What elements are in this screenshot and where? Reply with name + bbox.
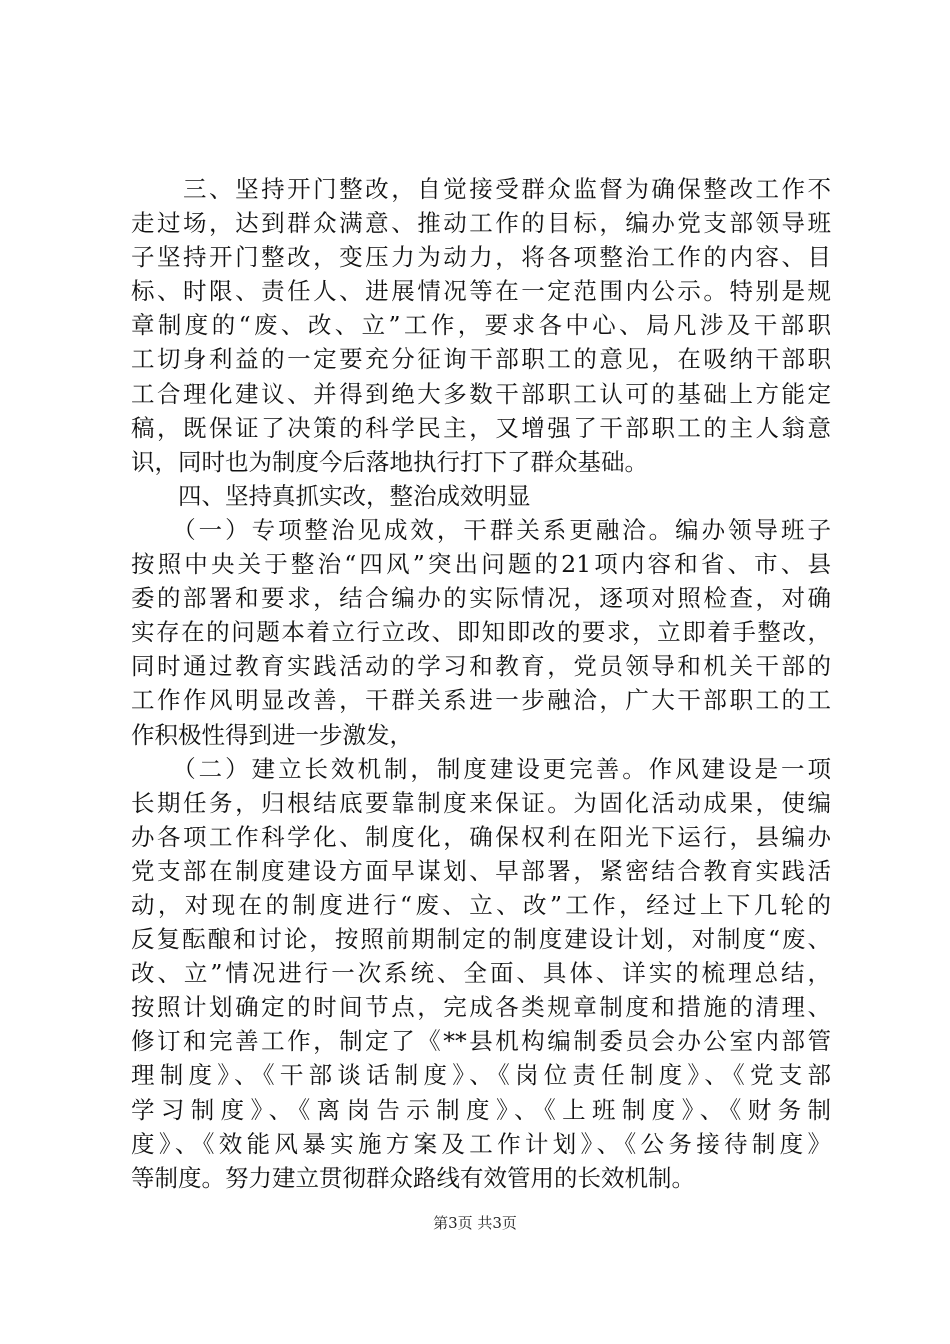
text-line: 作积极性得到进一步激发，: [131, 720, 413, 749]
text-line: 章制度的“废、改、立”工作，要求各中心、局凡涉及干部职: [131, 311, 831, 340]
text-line: 修订和完善工作，制定了《**县机构编制委员会办公室内部管: [131, 1027, 831, 1056]
text-line: 理制度》、《干部谈话制度》、《岗位责任制度》、《党支部: [131, 1061, 831, 1090]
text-line: 三、坚持开门整改，自觉接受群众监督为确保整改工作不: [131, 175, 831, 203]
text-line: 度》、《效能风暴实施方案及工作计划》、《公务接待制度》: [131, 1129, 831, 1158]
text-line: （一）专项整治见成效，干群关系更融洽。编办领导班子: [131, 515, 831, 544]
page-number-footer: 第3页 共3页: [433, 1214, 517, 1232]
text-line: 子坚持开门整改，变压力为动力，将各项整治工作的内容、目: [131, 243, 831, 272]
text-line: 实存在的问题本着立行立改、即知即改的要求，立即着手整改，: [131, 618, 831, 647]
document-body: [131, 172, 831, 1195]
text-line: 按照计划确定的时间节点，完成各类规章制度和措施的清理、: [131, 993, 831, 1022]
text-line: 工切身利益的一定要充分征询干部职工的意见，在吸纳干部职: [131, 345, 831, 374]
text-line: 走过场，达到群众满意、推动工作的目标，编办党支部领导班: [131, 209, 831, 238]
text-line: 等制度。努力建立贯彻群众路线有效管用的长效机制。: [131, 1163, 695, 1192]
text-line: 长期任务，归根结底要靠制度来保证。为固化活动成果，使编: [131, 788, 831, 817]
text-line: 工合理化建议、并得到绝大多数干部职工认可的基础上方能定: [131, 379, 831, 408]
text-line: 学习制度》、《离岗告示制度》、《上班制度》、《财务制: [131, 1095, 831, 1124]
text-line: 稿，既保证了决策的科学民主，又增强了干部职工的主人翁意: [131, 413, 831, 442]
text-line: 委的部署和要求，结合编办的实际情况，逐项对照检查，对确: [131, 584, 831, 613]
text-line: （二）建立长效机制，制度建设更完善。作风建设是一项: [131, 754, 831, 783]
text-line: 改、立”情况进行一次系统、全面、具体、详实的梳理总结，: [131, 959, 831, 988]
text-line: 办各项工作科学化、制度化，确保权利在阳光下运行，县编办: [131, 822, 831, 851]
text-line: 动，对现在的制度进行“废、立、改”工作，经过上下几轮的: [131, 890, 831, 919]
text-line: 按照中央关于整治“四风”突出问题的21项内容和省、市、县: [131, 550, 831, 579]
text-line: 标、时限、责任人、进展情况等在一定范围内公示。特别是规: [131, 277, 831, 306]
text-line: 识，同时也为制度今后落地执行打下了群众基础。: [131, 447, 648, 476]
text-line: 反复酝酿和讨论，按照前期制定的制度建设计划，对制度“废、: [131, 925, 831, 954]
section-heading: 四、坚持真抓实改，整治成效明显: [131, 481, 531, 510]
text-line: 党支部在制度建设方面早谋划、早部署，紧密结合教育实践活: [131, 856, 831, 885]
text-line: 同时通过教育实践活动的学习和教育，党员领导和机关干部的: [131, 652, 831, 681]
text-line: 工作作风明显改善，干群关系进一步融洽，广大干部职工的工: [131, 686, 831, 715]
